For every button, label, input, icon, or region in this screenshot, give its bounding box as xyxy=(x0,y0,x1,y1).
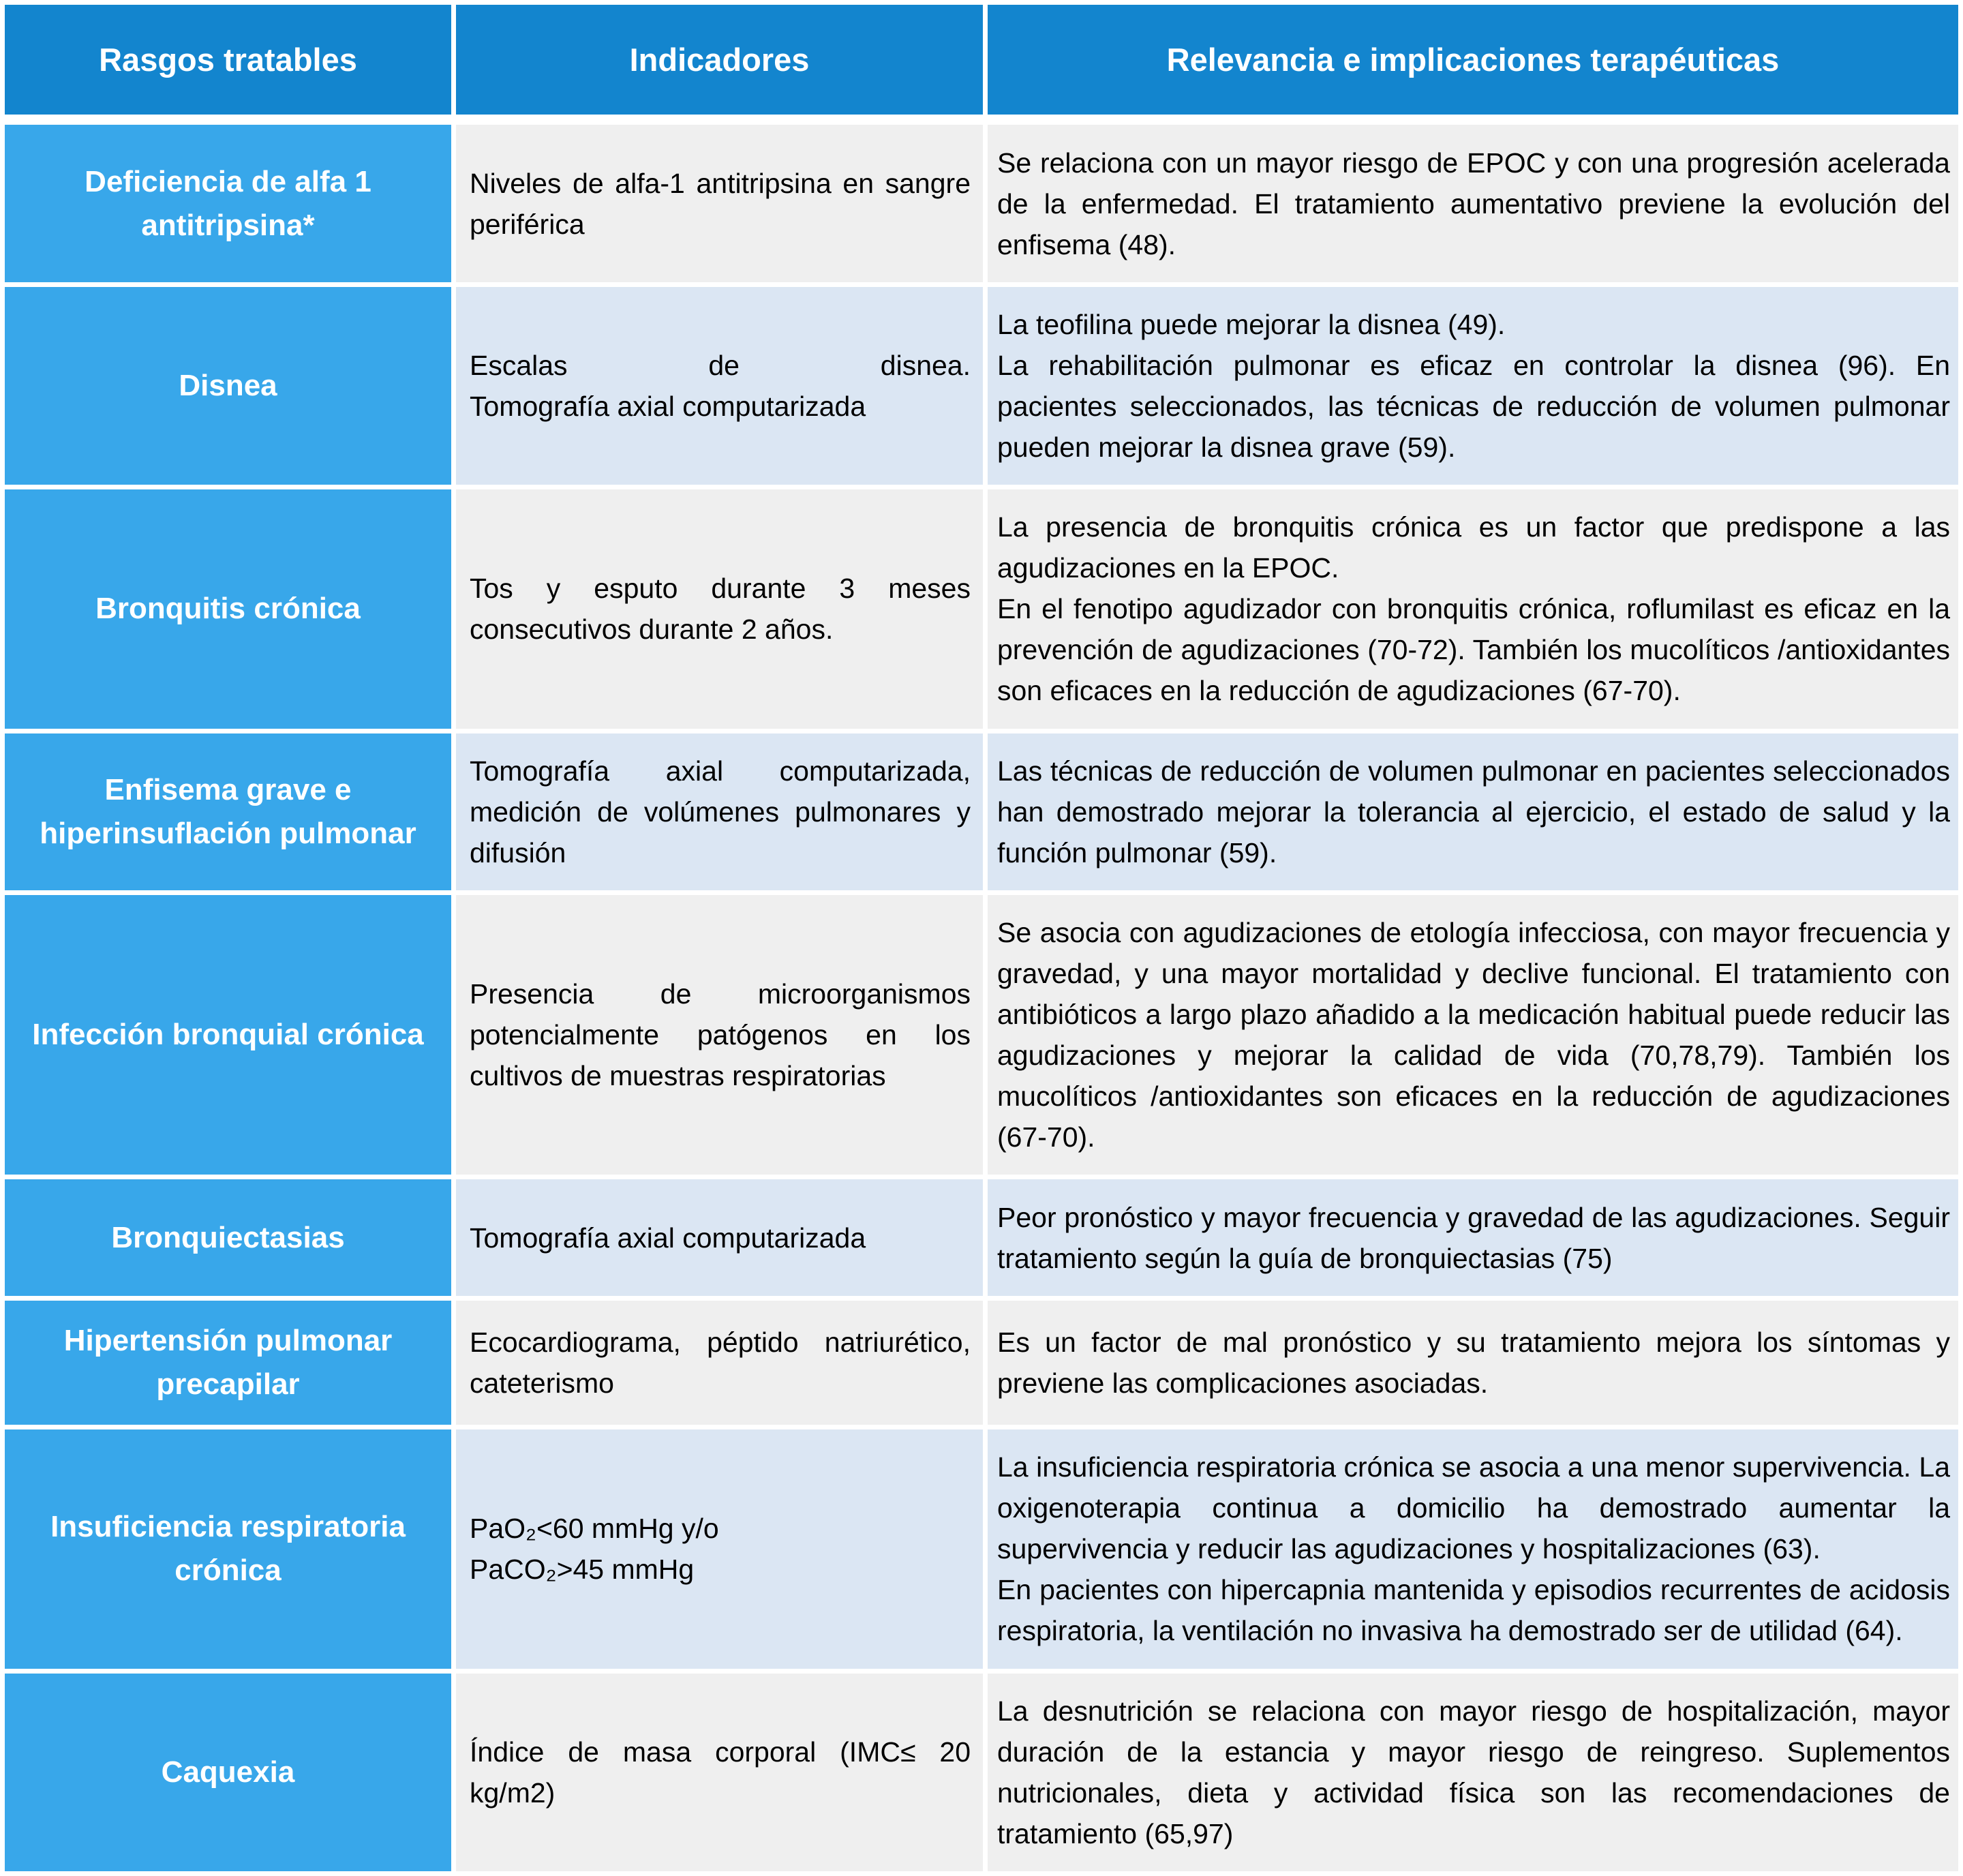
relevance-cell xyxy=(988,895,1958,1175)
indicator-cell xyxy=(456,489,983,728)
relevance-cell xyxy=(988,1674,1958,1871)
table-row xyxy=(5,1179,1958,1295)
trait-label: Bronquiectasias xyxy=(111,1220,345,1254)
trait-cell xyxy=(5,1674,451,1871)
trait-cell xyxy=(5,1429,451,1668)
paragraph: En pacientes con hipercapnia mantenida y episodios recurrentes de acidosis respiratoria, la ventilación no invasiva ha demostrado ser de utilidad (64). xyxy=(997,1574,1950,1647)
indicator-cell xyxy=(456,895,983,1175)
trait-cell xyxy=(5,125,451,282)
paragraph: Escalas de disnea. xyxy=(470,350,971,382)
relevance-cell xyxy=(988,125,1958,282)
indicator-cell xyxy=(456,287,983,485)
table-row xyxy=(5,287,1958,485)
header-label-relevancia: Relevancia e implicaciones terapéuticas xyxy=(1166,41,1780,78)
indicator-cell xyxy=(456,1179,983,1295)
table-row xyxy=(5,733,1958,890)
paragraph: La desnutrición se relaciona con mayor riesgo de hospitalización, mayor duración de la estancia y mayor riesgo de reingreso. Suplementos nutricionales, dieta y actividad física son las recomendaciones de tratamiento (65,97) xyxy=(997,1695,1950,1849)
relevance-cell xyxy=(988,287,1958,485)
paragraph: Presencia de microorganismos potencialmente patógenos en los cultivos de muestras respiratorias xyxy=(470,978,971,1092)
table-row xyxy=(5,125,1958,282)
trait-label: Bronquitis crónica xyxy=(95,592,361,626)
paragraph: Tomografía axial computarizada, medición de volúmenes pulmonares y difusión xyxy=(470,755,971,868)
trait-cell xyxy=(5,895,451,1175)
header-label-rasgos-tratables: Rasgos tratables xyxy=(99,41,357,78)
trait-label: Hipertensión pulmonar precapilar xyxy=(63,1324,393,1402)
paragraph: Índice de masa corporal (IMC≤ 20 kg/m2) xyxy=(470,1736,971,1809)
trait-cell xyxy=(5,733,451,890)
paragraph: Tos y esputo durante 3 meses consecutivos durante 2 años. xyxy=(470,573,971,646)
relevance-cell xyxy=(988,489,1958,728)
paragraph: La insuficiencia respiratoria crónica se asocia a una menor supervivencia. La oxigenoterapia continua a domicilio ha demostrado aumentar la supervivencia y reducir las agudizaciones y hospitalizaciones (63). xyxy=(997,1451,1950,1565)
relevance-cell xyxy=(988,1429,1958,1668)
indicator-cell xyxy=(456,1301,983,1425)
table-row xyxy=(5,1674,1958,1871)
relevance-cell xyxy=(988,1301,1958,1425)
indicator-cell xyxy=(456,1674,983,1871)
paragraph: La rehabilitación pulmonar es eficaz en controlar la disnea (96). En pacientes seleccionados, las técnicas de reducción de volumen pulmonar pueden mejorar la disnea grave (59). xyxy=(997,350,1950,464)
trait-label: Insuficiencia respiratoria crónica xyxy=(50,1510,406,1588)
indicator-cell xyxy=(456,733,983,890)
trait-cell xyxy=(5,1301,451,1425)
table-row xyxy=(5,1301,1958,1425)
paragraph: La presencia de bronquitis crónica es un factor que predispone a las agudizaciones en la EPOC. xyxy=(997,511,1950,584)
trait-label: Enfisema grave e hiperinsuflación pulmonar xyxy=(40,772,416,850)
paragraph: PaCO₂>45 mmHg xyxy=(470,1554,695,1586)
paragraph: Las técnicas de reducción de volumen pulmonar en pacientes seleccionados han demostrado mejorar la tolerancia al ejercicio, el estado de salud y la función pulmonar (59). xyxy=(997,755,1950,868)
relevance-cell xyxy=(988,733,1958,890)
table-row xyxy=(5,489,1958,728)
trait-label: Caquexia xyxy=(161,1755,295,1789)
table-row xyxy=(5,1429,1958,1668)
paragraph: Se asocia con agudizaciones de etología infecciosa, con mayor frecuencia y gravedad, y una mayor mortalidad y declive funcional. El tratamiento con antibióticos a largo plazo añadido a la medicación habitual puede reducir las agudizaciones y mejorar la calidad de vida (70,78,79). También los mucolíticos /antioxidantes son eficaces en la reducción de agudizaciones (67-70). xyxy=(997,917,1950,1153)
indicator-cell xyxy=(456,125,983,282)
paragraph: En el fenotipo agudizador con bronquitis crónica, roflumilast es eficaz en la prevención de agudizaciones (70-72). También los mucolíticos /antioxidantes son eficaces en la reducción de agudizaciones (67-70). xyxy=(997,593,1950,707)
header-label-indicadores: Indicadores xyxy=(629,41,810,78)
paragraph: Niveles de alfa-1 antitripsina en sangre periférica xyxy=(470,167,971,240)
paragraph: Ecocardiograma, péptido natriurético, cateterismo xyxy=(470,1327,971,1400)
trait-cell xyxy=(5,287,451,485)
trait-label: Disnea xyxy=(179,369,277,403)
table-header-row xyxy=(5,5,1958,115)
trait-label: Infección bronquial crónica xyxy=(32,1018,424,1052)
trait-cell xyxy=(5,489,451,728)
paragraph: Peor pronóstico y mayor frecuencia y gravedad de las agudizaciones. Seguir tratamiento según la guía de bronquiectasias (75) xyxy=(997,1201,1950,1274)
header-cell-indicadores xyxy=(456,5,983,115)
indicator-cell xyxy=(456,1429,983,1668)
paragraph: La teofilina puede mejorar la disnea (49). xyxy=(997,309,1506,341)
paragraph: Se relaciona con un mayor riesgo de EPOC y con una progresión acelerada de la enfermedad. El tratamiento aumentativo previene la evolución del enfisema (48). xyxy=(997,147,1950,260)
trait-label: Deficiencia de alfa 1 antitripsina* xyxy=(85,164,371,242)
header-cell-rasgos-tratables xyxy=(5,5,451,115)
table-row xyxy=(5,895,1958,1175)
header-cell-relevancia xyxy=(988,5,1958,115)
paragraph: Es un factor de mal pronóstico y su tratamiento mejora los síntomas y previene las complicaciones asociadas. xyxy=(997,1327,1950,1400)
paragraph: Tomografía axial computarizada xyxy=(470,391,866,423)
paragraph: Tomografía axial computarizada xyxy=(470,1222,866,1254)
trait-cell xyxy=(5,1179,451,1295)
paragraph: PaO₂<60 mmHg y/o xyxy=(470,1513,719,1545)
relevance-cell xyxy=(988,1179,1958,1295)
